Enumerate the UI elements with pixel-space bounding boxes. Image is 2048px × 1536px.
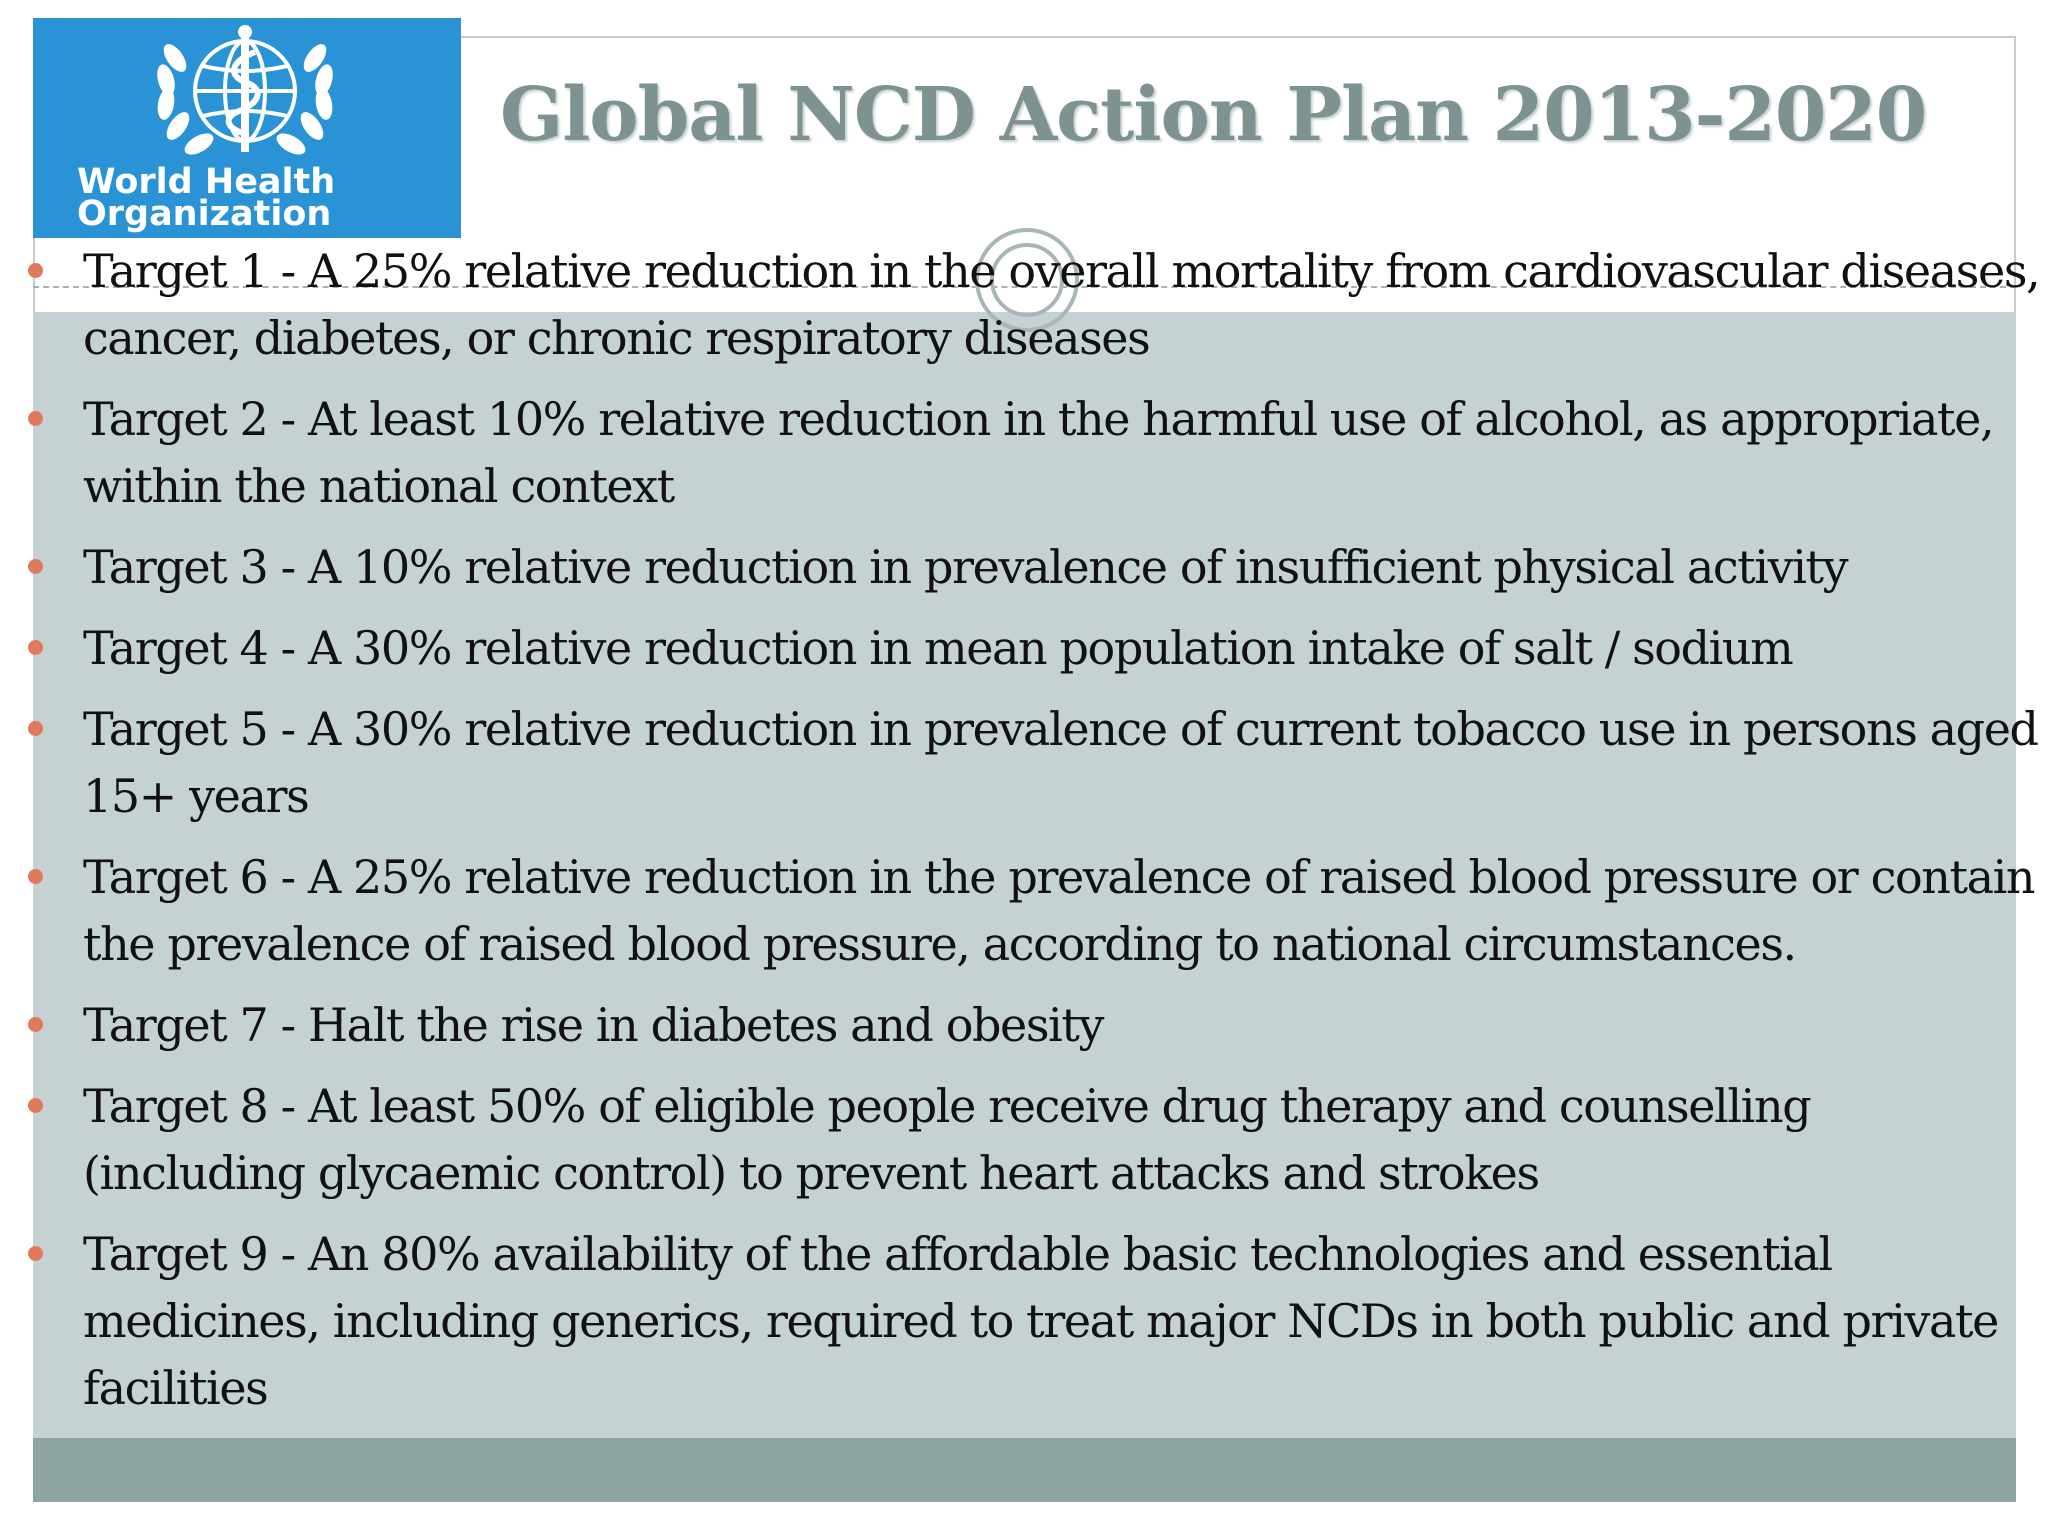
bullet-dot xyxy=(28,721,43,736)
who-logo-wordmark xyxy=(77,162,457,234)
target-text: Target 6 - A 25% relative reduction in the prevalence of raised blood pressure or contain the prevalence of raised blood pressure, according to national circumstances. xyxy=(83,850,2035,971)
target-text: Target 1 - A 25% relative reduction in the overall mortality from cardiovascular diseases, cancer, diabetes, or chronic respiratory diseases xyxy=(83,244,2040,365)
target-item xyxy=(0,696,2048,830)
slide-title: Global NCD Action Plan 2013-2020 xyxy=(500,72,1927,158)
target-text: Target 2 - At least 10% relative reduction in the harmful use of alcohol, as appropriate, within the national context xyxy=(83,392,1994,513)
bullet-dot xyxy=(28,411,43,426)
who-emblem-icon xyxy=(33,18,461,168)
logo-line-1: World Health xyxy=(77,162,336,202)
target-item xyxy=(0,615,2048,682)
target-text: Target 5 - A 30% relative reduction in prevalence of current tobacco use in persons aged 15+ years xyxy=(83,702,2038,823)
bullet-dot xyxy=(28,1098,43,1113)
target-text: Target 4 - A 30% relative reduction in mean population intake of salt / sodium xyxy=(83,621,1793,675)
target-item xyxy=(0,1221,2048,1422)
target-item xyxy=(0,238,2048,372)
bottom-accent-band xyxy=(33,1438,2016,1502)
bullet-dot xyxy=(28,559,43,574)
logo-line-2: Organization xyxy=(77,194,332,234)
target-text: Target 3 - A 10% relative reduction in prevalence of insufficient physical activity xyxy=(83,540,1848,594)
target-item xyxy=(0,386,2048,520)
target-item xyxy=(0,844,2048,978)
bullet-dot xyxy=(28,1017,43,1032)
bullet-dot xyxy=(28,869,43,884)
target-text: Target 9 - An 80% availability of the affordable basic technologies and essential medicines, including generics, required to treat major NCDs in both public and private facilities xyxy=(83,1227,1998,1415)
target-list xyxy=(0,238,2048,1436)
bullet-dot xyxy=(28,1246,43,1261)
bullet-dot xyxy=(28,263,43,278)
bullet-dot xyxy=(28,640,43,655)
target-item xyxy=(0,1073,2048,1207)
target-item xyxy=(0,534,2048,601)
target-item xyxy=(0,992,2048,1059)
who-logo xyxy=(33,18,461,238)
target-text: Target 7 - Halt the rise in diabetes and obesity xyxy=(83,998,1104,1052)
target-text: Target 8 - At least 50% of eligible people receive drug therapy and counselling (including glycaemic control) to prevent heart attacks and strokes xyxy=(83,1079,1811,1200)
